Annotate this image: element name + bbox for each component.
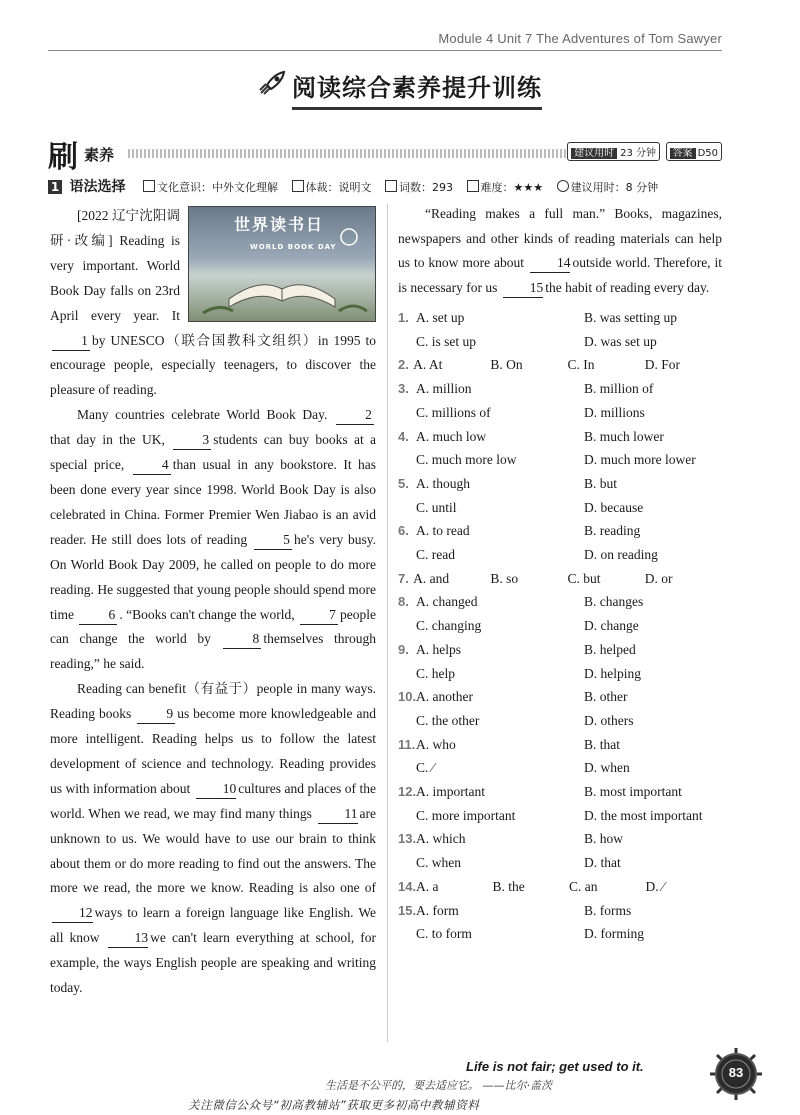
text-run: that day in the UK, xyxy=(50,432,165,448)
text-run: students can buy books at a special price, xyxy=(50,432,377,473)
option-indent xyxy=(398,496,416,520)
question-number: 3. xyxy=(398,381,409,397)
option-c: C. when xyxy=(416,855,461,871)
option-c: C. to form xyxy=(416,926,472,942)
option-d: D. others xyxy=(584,712,634,728)
question-number: 14. xyxy=(398,878,417,894)
option-b: B. much lower xyxy=(584,428,664,444)
passage-right-column xyxy=(398,202,722,946)
option-indent xyxy=(398,709,416,733)
option-indent xyxy=(398,756,416,780)
question-number: 10. xyxy=(398,689,417,705)
question-6-row-1 xyxy=(398,519,722,543)
option-c: C. is set up xyxy=(416,333,477,349)
time-label: 建议用时 xyxy=(571,148,617,159)
text-run: he's very busy. On World Book Day 2009, he called on people to do more reading. He suggested that young people should spend more time xyxy=(50,531,376,622)
option-a: A. changed xyxy=(416,594,478,610)
option-d: D. when xyxy=(584,760,630,776)
document-icon xyxy=(292,180,304,192)
option-indent xyxy=(398,662,416,686)
question-4-row-2 xyxy=(398,448,722,472)
question-13-row-1 xyxy=(398,827,722,851)
option-c: C. an xyxy=(569,878,598,894)
option-c: C. millions of xyxy=(416,404,491,420)
title-block xyxy=(0,68,800,110)
paragraph-1 xyxy=(50,204,376,403)
option-indent xyxy=(398,330,416,354)
text-run: “Reading makes a full man.” Books, magazines, newspapers and other kinds of reading materials can help us to know more about xyxy=(398,206,722,270)
rocket-icon xyxy=(258,70,286,96)
option-b: B. most important xyxy=(584,784,682,800)
blank-10: 10 xyxy=(196,780,237,799)
option-b: B. was setting up xyxy=(584,310,677,325)
passage-left-column xyxy=(50,204,376,1001)
question-number: 5. xyxy=(398,475,409,491)
option-d: D. the most important xyxy=(584,807,703,823)
option-a: A. a xyxy=(416,878,439,894)
question-3-row-2 xyxy=(398,401,722,425)
answer-page: D50 xyxy=(697,148,718,159)
section-number: 1 xyxy=(48,180,62,194)
option-b: B. but xyxy=(584,475,618,491)
option-c: C. In xyxy=(567,357,595,373)
option-b: B. the xyxy=(492,878,525,894)
running-header: Module 4 Unit 7 The Adventures of Tom Sawyer xyxy=(438,31,722,46)
paragraph-2 xyxy=(50,403,376,677)
section-header xyxy=(48,176,722,196)
title-underline xyxy=(292,107,542,110)
text-run: ways to learn a foreign language like English. We all know xyxy=(50,905,376,946)
option-b: B. that xyxy=(584,736,620,752)
option-b: B. how xyxy=(584,831,624,847)
text-run: themselves through reading,” he said. xyxy=(50,631,376,672)
option-d: D. that xyxy=(584,855,621,871)
question-number: 6. xyxy=(398,523,409,539)
text-run: are unknown to us. We would have to use our brain to think about them or do more reading to find out the answers. The more we read, the more we know. Reading is also one of xyxy=(50,805,377,896)
time-value: 23 分钟 xyxy=(620,148,656,159)
option-c: C. until xyxy=(416,499,457,515)
question-10-row-1 xyxy=(398,685,722,709)
blank-2: 2 xyxy=(336,406,374,425)
question-number: 15. xyxy=(398,902,417,918)
question-7-row-1 xyxy=(398,567,722,591)
option-d: D. change xyxy=(584,618,639,634)
question-number: 8. xyxy=(398,594,409,610)
meta-genre xyxy=(292,181,372,194)
paragraph-3 xyxy=(50,677,376,1001)
text-run: cultures and places of the world. When we read, we may find many things xyxy=(50,780,377,821)
brush-subtitle: 素养 xyxy=(84,146,115,164)
question-2-row-1 xyxy=(398,353,722,377)
question-8-row-1 xyxy=(398,590,722,614)
question-4-row-1 xyxy=(398,425,722,449)
question-number: 11. xyxy=(398,736,416,752)
question-number: 13. xyxy=(398,831,417,847)
option-a: A. At xyxy=(413,357,443,373)
blank-12: 12 xyxy=(52,904,93,923)
meta-time xyxy=(557,181,659,194)
question-14-row-1 xyxy=(398,875,722,899)
chart-icon xyxy=(467,180,479,192)
option-d: D. on reading xyxy=(584,547,658,563)
option-indent xyxy=(398,804,416,828)
blank-6: 6 xyxy=(79,606,117,625)
blank-3: 3 xyxy=(173,431,211,450)
brush-banner xyxy=(48,138,722,175)
text-run: . “Books can't change the world, xyxy=(119,606,295,622)
question-12-row-1 xyxy=(398,780,722,804)
question-15-row-1 xyxy=(398,899,722,923)
question-number: 4. xyxy=(398,428,409,444)
option-a: A. million xyxy=(416,381,472,397)
answer-label: 答案 xyxy=(670,148,696,159)
question-15-row-2 xyxy=(398,922,722,946)
option-d: D. because xyxy=(584,499,644,515)
text-run: than usual in any bookstore. It has been done every year since 1998. World Book Day is also celebrated in China. Former Premier Wen Jiabao is an avid reader. He still does lots of reading xyxy=(50,457,377,547)
option-b: B. million of xyxy=(584,381,654,397)
blank-5: 5 xyxy=(254,531,292,550)
option-indent xyxy=(398,614,416,638)
brush-glyph: 刷 xyxy=(48,140,78,175)
question-number: 1. xyxy=(398,310,409,325)
column-divider xyxy=(387,204,388,1042)
option-b: B. so xyxy=(490,570,519,586)
text-run: by UNESCO（联合国教科文组织）in 1995 to encourage people, especially teenagers, to discover the pleasure of reading. xyxy=(50,332,376,398)
blank-1: 1 xyxy=(52,332,90,351)
footer-quote-cn: 生活是不公平的，要去适应它。 ——比尔·盖茨 xyxy=(325,1079,552,1092)
poster-title: 世界读书日 xyxy=(234,215,325,234)
option-d: D. or xyxy=(644,570,673,586)
question-8-row-2 xyxy=(398,614,722,638)
text-run: outside world. Therefore, it is necessary for us xyxy=(398,255,723,295)
blank-11: 11 xyxy=(318,805,358,824)
question-11-row-2 xyxy=(398,756,722,780)
option-a: A. helps xyxy=(416,641,461,657)
option-b: B. On xyxy=(490,357,523,373)
meta-words xyxy=(385,181,453,194)
text-run: Many countries celebrate World Book Day. xyxy=(77,407,328,423)
passage-source: [2022 辽宁沈阳调研·改编] xyxy=(50,208,180,248)
option-indent xyxy=(398,543,416,567)
option-c: C. more important xyxy=(416,807,516,823)
brush-stripe xyxy=(128,149,572,158)
question-10-row-2 xyxy=(398,709,722,733)
question-options xyxy=(398,306,722,946)
question-9-row-2 xyxy=(398,662,722,686)
option-c: C. help xyxy=(416,665,455,681)
question-1-row-2 xyxy=(398,330,722,354)
meta-difficulty xyxy=(467,181,544,194)
option-indent xyxy=(398,448,416,472)
page-number: 83 xyxy=(728,1065,744,1080)
option-a: A. who xyxy=(416,736,456,752)
question-3-row-1 xyxy=(398,377,722,401)
page-title-text: 阅读综合素养提升训练 xyxy=(292,74,542,102)
paragraph-4 xyxy=(398,202,722,300)
section-title: 语法选择 xyxy=(69,179,126,195)
question-9-row-1 xyxy=(398,638,722,662)
text-run: Reading is very important. World Book Day falls on 23rd April every year. It xyxy=(50,232,181,323)
blank-14: 14 xyxy=(530,254,571,273)
option-d: D. much more lower xyxy=(584,452,696,468)
option-a: A. and xyxy=(413,570,450,586)
meta-culture-text: 文化意识：中外文化理解 xyxy=(157,181,278,194)
meta-culture xyxy=(143,181,278,194)
option-a: A. though xyxy=(416,475,470,491)
option-d: D. forming xyxy=(584,926,644,942)
option-a: A. form xyxy=(416,902,459,918)
option-d: D. millions xyxy=(584,404,645,420)
option-c: C. the other xyxy=(416,712,480,728)
option-indent xyxy=(398,401,416,425)
blank-4: 4 xyxy=(133,456,171,475)
answer-page-badge xyxy=(666,142,722,161)
option-a: A. important xyxy=(416,784,485,800)
clock-icon xyxy=(557,180,569,192)
header-rule xyxy=(48,50,722,51)
option-b: B. forms xyxy=(584,902,632,918)
meta-words-text: 词数：293 xyxy=(399,181,453,194)
option-indent xyxy=(398,922,416,946)
option-a: A. to read xyxy=(416,523,470,539)
option-b: B. reading xyxy=(584,523,641,539)
question-number: 12. xyxy=(398,784,417,800)
text-run: Reading can benefit（有益于）people in many ways. Reading books xyxy=(50,681,376,722)
abc-icon xyxy=(385,180,397,192)
option-a: A. another xyxy=(416,689,473,705)
question-5-row-2 xyxy=(398,496,722,520)
option-d: D. For xyxy=(644,357,681,373)
blank-13: 13 xyxy=(108,929,149,948)
meta-difficulty-text: 难度：★★★ xyxy=(480,181,544,194)
blank-7: 7 xyxy=(300,606,338,625)
option-a: A. much low xyxy=(416,428,487,444)
text-run: we can't learn everything at school, for example, the ways English people are speaking and writing today. xyxy=(50,930,377,996)
option-d: D. helping xyxy=(584,665,641,681)
blank-8: 8 xyxy=(223,630,261,649)
meta-genre-text: 体裁：说明文 xyxy=(305,181,372,194)
question-13-row-2 xyxy=(398,851,722,875)
question-1-row-1 xyxy=(398,306,722,330)
world-book-day-image xyxy=(188,206,376,322)
question-number: 9. xyxy=(398,641,409,657)
option-c: C. ⁄ xyxy=(416,760,435,776)
footer-note: 关注微信公众号“初高教辅站”获取更多初高中教辅资料 xyxy=(188,1098,480,1112)
suggested-time-badge xyxy=(567,142,660,161)
text-run: people can change the world by xyxy=(50,606,377,647)
question-number: 2. xyxy=(398,357,409,373)
option-b: B. helped xyxy=(584,641,636,657)
option-indent xyxy=(398,851,416,875)
page-title xyxy=(258,68,542,110)
text-run: us become more knowledgeable and more intelligent. Reading helps us to follow the latest development of science and technology. Reading provides us with information about xyxy=(50,706,376,796)
option-a: A. set up xyxy=(416,310,465,325)
option-d: D. was set up xyxy=(584,333,657,349)
question-12-row-2 xyxy=(398,804,722,828)
poster-subtitle: WORLD BOOK DAY xyxy=(250,243,337,251)
book-icon xyxy=(143,180,155,192)
question-number: 7. xyxy=(398,570,409,586)
option-c: C. changing xyxy=(416,618,482,634)
question-6-row-2 xyxy=(398,543,722,567)
option-a: A. which xyxy=(416,831,466,847)
blank-9: 9 xyxy=(137,705,175,724)
option-c: C. read xyxy=(416,547,455,563)
question-5-row-1 xyxy=(398,472,722,496)
option-d: D. ⁄ xyxy=(645,878,665,894)
meta-time-text: 建议用时：8 分钟 xyxy=(570,181,659,194)
blank-15: 15 xyxy=(503,279,544,298)
option-b: B. changes xyxy=(584,594,644,610)
option-c: C. but xyxy=(567,570,601,586)
question-11-row-1 xyxy=(398,733,722,757)
open-book-icon xyxy=(189,207,375,321)
option-b: B. other xyxy=(584,689,628,705)
option-c: C. much more low xyxy=(416,452,517,468)
text-run: the habit of reading every day. xyxy=(545,279,710,295)
footer-quote-en: Life is not fair; get used to it. xyxy=(466,1059,644,1074)
